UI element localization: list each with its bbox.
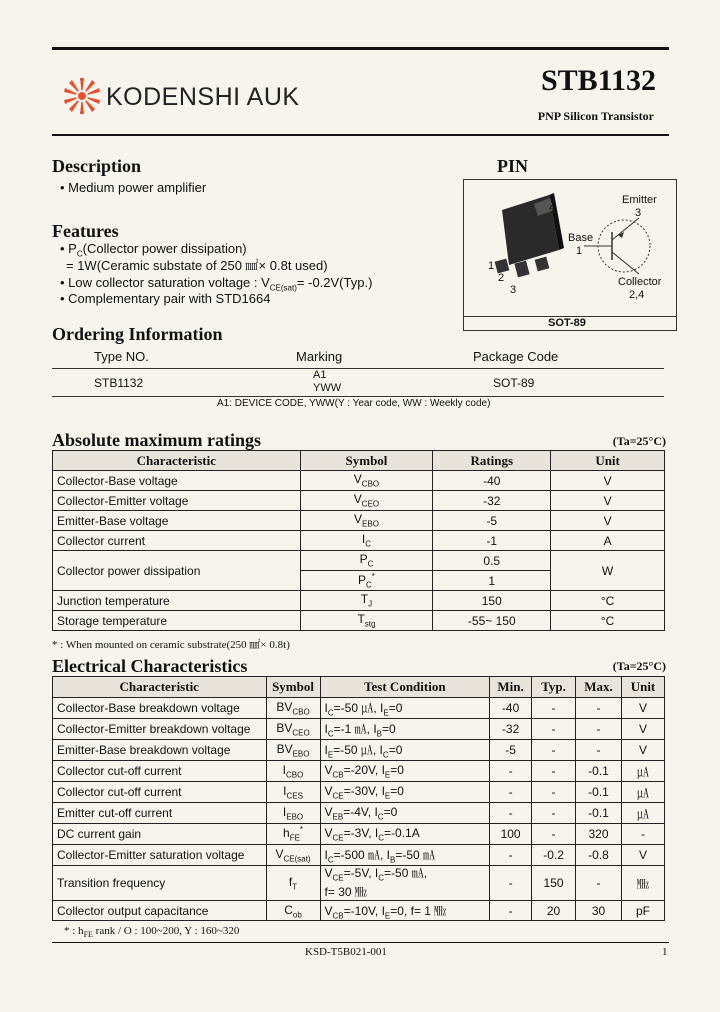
elec-header-sym: Symbol [266,677,320,698]
page-number: 1 [662,946,668,958]
description-item: • Medium power amplifier [60,180,207,195]
table-row: Collector power dissipation $P_C$ 0.5 W [53,551,665,571]
table-row: DC current gain $h_{FE}^*$ $V_{CE}=-3V$, $I_C=-0.1A$ 100 - 320 - [53,824,665,845]
ordering-col-package: Package Code [473,349,559,364]
top-rule [52,47,669,50]
abs-max-table [52,450,665,631]
company-name: KODENSHI AUK [106,83,300,111]
table-row: Emitter cut-off current $I_{EBO}$ $V_{EB}=-4V$, $I_C=0$ - - -0.1 ㎂ [53,803,665,824]
elec-header-cond: Test Condition [320,677,490,698]
abs-header-ratings: Ratings [433,451,551,471]
elec-header-unit: Unit [621,677,664,698]
kodenshi-logo-icon [62,76,102,116]
ordering-note: A1: DEVICE CODE, YWW(Y : Year code, WW : Weekly code) [217,398,491,409]
table-row: Collector cut-off current $I_{CBO}$ $V_{CB}=-20V$, $I_E=0$ - - -0.1 ㎂ [53,761,665,782]
abs-header-sym: Symbol [300,451,433,471]
table-row: Collector-Base breakdown voltage $BV_{CBO}$ $I_C=-50$ ㎂, $I_E=0$ -40 - - V [53,698,665,719]
part-number: STB1132 [540,64,656,97]
part-subtitle: PNP Silicon Transistor [537,109,654,123]
table-row: Collector-Emitter breakdown voltage $BV_{CEO}$ $I_C=-1$ ㎃, $I_B=0$ -32 - - V [53,719,665,740]
table-row: Emitter-Base voltage $V_{EBO}$ -5 V [53,511,665,531]
abs-max-title: Absolute maximum ratings [52,430,262,450]
feature-power: • $P_C(Collector$ power dissipation) [60,241,247,259]
table-row: Emitter-Base breakdown voltage $BV_{EBO}$ $I_E=-50$ ㎂, $I_C=0$ -5 - - V [53,740,665,761]
pin-4-label: 4 [549,202,556,214]
base-label: Base [568,232,594,244]
elec-table [52,676,665,921]
ordering-marking: A1 YWW [313,369,342,394]
pin-3-label: 3 [510,284,517,296]
description-title: Description [52,156,141,176]
table-row: Transition frequency $f_T$ $V_{CE}=-5V$, $I_C=-50$ ㎃, f= 30 ㎒ - 150 - ㎒ [53,866,665,901]
table-row: $P_C^*$ 1 [53,571,665,591]
package-label: SOT-89 [548,317,586,329]
table-row: Collector output capacitance $C_{ob}$ $V_{CB}=-10V$, $I_E=0$, f= 1 ㎒ - 20 30 pF [53,901,665,921]
ordering-col-type: Type NO. [94,349,149,364]
pin-2-label: 2 [498,272,505,284]
elec-title: Electrical Characteristics [52,656,248,676]
elec-header-min: Min. [490,677,532,698]
abs-max-condition: (Ta=25°C) [612,434,666,448]
pin-1-label: 1 [488,260,495,272]
elec-footnote: * : $h_{FE}$ rank / O : 100~200, Y : 160~320 [64,925,240,940]
ordering-col-marking: Marking [296,349,343,364]
base-number: 1 [576,245,583,257]
pin-title: PIN [497,156,528,176]
table-row: Storage temperature $T_{stg}$ -55~ 150 °C [53,611,665,631]
table-row: Collector-Emitter saturation voltage $V_{CE(sat)}$ $I_C=-500$ ㎃, $I_B=-50$ ㎃ - -0.2 -0.8 V [53,845,665,866]
feature-power-value: = 1W(Ceramic substate of 250 ㎟× 0.8t used) [66,258,328,273]
abs-max-footnote: * : When mounted on ceramic substrate(250 ㎟× 0.8t) [52,639,290,651]
table-row: Junction temperature $T_J$ 150 °C [53,591,665,611]
collector-label: Collector [618,276,662,288]
elec-header-max: Max. [576,677,622,698]
table-row: Collector-Base voltage $V_{CBO}$ -40 V [53,471,665,491]
pin-diagram-box [463,179,677,331]
elec-header-char: Characteristic [53,677,267,698]
ordering-package-code: SOT-89 [493,376,535,390]
ordering-type-no: STB1132 [94,376,144,390]
description-text: Medium power amplifier [68,180,207,195]
collector-number: 2,4 [629,289,645,301]
ordering-title: Ordering Information [52,324,223,344]
table-row: Collector cut-off current $I_{CES}$ $V_{CE}=-30V$, $I_E=0$ - - -0.1 ㎂ [53,782,665,803]
table-row: Collector-Emitter voltage $V_{CEO}$ -32 V [53,491,665,511]
elec-condition: (Ta=25°C) [612,659,666,673]
abs-header-unit: Unit [551,451,665,471]
footer-rule [52,942,669,943]
table-row: Collector current $I_C$ -1 A [53,531,665,551]
features-title: Features [52,221,119,241]
elec-header-typ: Typ. [532,677,576,698]
doc-code: KSD-T5B021-001 [305,946,387,958]
emitter-number: 3 [635,207,642,219]
emitter-label: Emitter [622,194,657,206]
feature-vce: • Low collector saturation voltage : $V_{CE(sat)}= -0.2V(Typ.)$ [60,275,373,293]
header-rule [52,134,669,136]
abs-header-char: Characteristic [53,451,301,471]
feature-complementary: • Complementary pair with STD1664 [60,291,271,306]
